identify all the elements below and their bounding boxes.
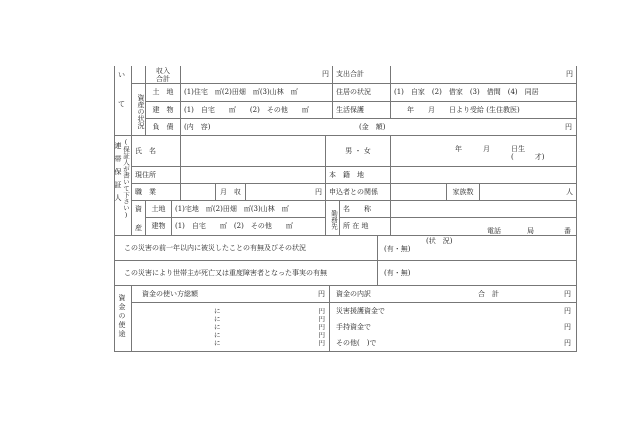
- side-note: (保証人が書いて下さい): [122, 138, 130, 219]
- occupation-field[interactable]: [181, 184, 216, 201]
- guarantor-assets-label: [132, 201, 146, 236]
- yen-unit: 円: [318, 339, 325, 347]
- label-text: 職 業: [135, 187, 156, 196]
- label-text: 生活保護: [336, 105, 364, 114]
- debt-amount-label: (金 額): [359, 122, 386, 131]
- g-land-label: [146, 201, 172, 218]
- g-building-field[interactable]: [172, 218, 326, 236]
- label-text: 氏 名: [135, 146, 156, 155]
- debt-content-label: (内 容): [184, 122, 211, 131]
- address-label: [132, 167, 181, 184]
- label-text: 土 地: [152, 88, 174, 96]
- label-text: 住居の状況: [336, 88, 371, 96]
- label-text: 資金の使い方総額: [142, 289, 198, 298]
- birth-text: 年 月 日生: [455, 145, 525, 153]
- g-land-field[interactable]: [172, 201, 326, 218]
- relation-label: [326, 184, 391, 201]
- income-total-field[interactable]: [181, 66, 333, 84]
- g-building-label: [146, 218, 172, 236]
- relation-field[interactable]: [391, 184, 447, 201]
- disaster-q1-label: [114, 236, 378, 261]
- label-text: 家族数: [452, 187, 474, 196]
- name-label: [132, 136, 181, 167]
- yes-no-options: (有・無): [384, 245, 411, 253]
- side-char: て: [118, 100, 125, 108]
- guarantor-side-label: [114, 136, 132, 236]
- disaster-q1-field[interactable]: [378, 236, 577, 261]
- label-line: 収入: [156, 67, 170, 75]
- work-name-label: [340, 201, 391, 218]
- phone-label: 電話: [487, 227, 501, 235]
- usage-line: に: [214, 315, 221, 323]
- label-text: 土地: [151, 204, 166, 213]
- breakdown-item-label: その他( )で: [336, 339, 377, 347]
- label-text: 負 債: [152, 122, 174, 131]
- status-label: (状 況): [426, 237, 453, 245]
- income-total-label: [146, 66, 181, 84]
- monthly-income-label: [216, 184, 246, 201]
- occupation-label: [132, 184, 181, 201]
- label-text: 本 籍 地: [329, 170, 364, 179]
- debt-label: [146, 119, 181, 136]
- welfare-field[interactable]: [391, 102, 577, 119]
- side-text: 連帯保証人: [114, 142, 122, 207]
- birth-field[interactable]: [391, 136, 577, 167]
- domicile-field[interactable]: [391, 167, 577, 184]
- label-text: 所 在 地: [343, 222, 369, 230]
- label-text: 月 収: [220, 187, 241, 196]
- building-label: [146, 102, 181, 119]
- field-text: (1) 自宅 ㎡ (2) その他 ㎡: [175, 222, 293, 230]
- work-address-label: [340, 218, 391, 236]
- welfare-label: [333, 102, 391, 119]
- yen-unit: 円: [318, 315, 325, 323]
- usage-total-label: [132, 286, 330, 303]
- yen-unit: 円: [566, 70, 573, 78]
- label-line: 合計: [156, 75, 170, 83]
- expense-total-label: [333, 66, 391, 84]
- work-address-field[interactable]: [391, 218, 577, 236]
- debt-field[interactable]: [181, 119, 577, 136]
- yen-unit: 円: [565, 122, 572, 131]
- field-text: (1) 自家 (2) 借家 (3) 借間 (4) 同居: [394, 88, 539, 96]
- total-label: 合 計: [478, 289, 499, 298]
- usage-detail-field[interactable]: [132, 303, 330, 352]
- disaster-q2-field[interactable]: [378, 261, 577, 286]
- work-name-field[interactable]: [391, 201, 577, 218]
- question-text: この災害により世帯主が死亡又は重度障害者となった事実の有無: [124, 268, 327, 277]
- yes-no-options: (有・無): [384, 268, 411, 277]
- breakdown-item-label: 災害援護資金で: [336, 307, 385, 315]
- usage-line: に: [214, 339, 221, 347]
- label-text: 建 物: [152, 105, 174, 114]
- label-text: 資金の内訳: [336, 289, 371, 298]
- breakdown-item-amount[interactable]: 円: [564, 307, 571, 315]
- field-text: (1)宅地 ㎡(2)田畑 ㎡(3)山林 ㎡: [175, 204, 289, 213]
- label-text: 建物: [151, 222, 166, 230]
- workplace-label: 勤務先: [326, 201, 340, 236]
- disaster-q2-label: [114, 261, 378, 286]
- gender-field[interactable]: [326, 136, 391, 167]
- domicile-label: [326, 167, 391, 184]
- label-text: 現住所: [135, 170, 156, 179]
- breakdown-item-amount[interactable]: 円: [564, 323, 571, 331]
- field-text: 年 月 日より受給 (生住教医): [407, 105, 520, 114]
- phone-exchange: 局: [527, 227, 534, 235]
- land-label: [146, 84, 181, 102]
- breakdown-header: [330, 286, 577, 303]
- breakdown-items: [330, 303, 577, 352]
- yen-unit: 円: [318, 323, 325, 331]
- unit-text: 人: [566, 187, 573, 196]
- label-char: 産: [135, 224, 142, 232]
- gender-options: 男 ・ 女: [345, 146, 371, 155]
- housing-label: [333, 84, 391, 102]
- usage-yen-column: [319, 307, 326, 347]
- section-side-label: [114, 66, 132, 136]
- label-text: 名 称: [343, 204, 371, 213]
- building-field[interactable]: [181, 102, 333, 119]
- label-text: 申込者との関係: [329, 187, 378, 196]
- side-char: い: [118, 71, 125, 79]
- family-label: [447, 184, 480, 201]
- phone-number: 番: [564, 227, 571, 235]
- usage-line: に: [214, 331, 221, 339]
- family-field[interactable]: [480, 184, 577, 201]
- address-field[interactable]: [181, 167, 326, 184]
- usage-line: に: [214, 323, 221, 331]
- question-text: この災害の前一年以内に被災したことの有無及びその状況: [124, 243, 306, 252]
- land-field[interactable]: [181, 84, 333, 102]
- monthly-income-field[interactable]: [246, 184, 326, 201]
- housing-field[interactable]: [391, 84, 577, 102]
- breakdown-item-amount[interactable]: 円: [564, 339, 571, 347]
- funds-side-label: 資金の使途: [114, 286, 132, 352]
- field-text: (1) 自宅 ㎡ (2) その他 ㎡: [184, 105, 309, 114]
- label-text: 支出合計: [336, 70, 364, 78]
- yen-unit: 円: [318, 331, 325, 339]
- blank-cell: [132, 66, 146, 84]
- assets-status-label: 資産の状況: [132, 84, 146, 136]
- label-char: 資: [135, 205, 142, 213]
- yen-unit: 円: [322, 70, 329, 78]
- breakdown-item-label: 手持資金で: [336, 323, 371, 331]
- age-text: ( 才): [511, 153, 545, 161]
- expense-total-field[interactable]: [391, 66, 577, 84]
- name-field[interactable]: [181, 136, 326, 167]
- yen-unit: 円: [564, 289, 571, 298]
- usage-ni-column: [214, 307, 221, 347]
- yen-unit: 円: [315, 187, 322, 196]
- field-text: (1)住宅 ㎡(2)田畑 ㎡(3)山林 ㎡: [184, 88, 298, 96]
- usage-line: に: [214, 307, 221, 315]
- yen-unit: 円: [318, 307, 325, 315]
- yen-unit: 円: [318, 289, 325, 298]
